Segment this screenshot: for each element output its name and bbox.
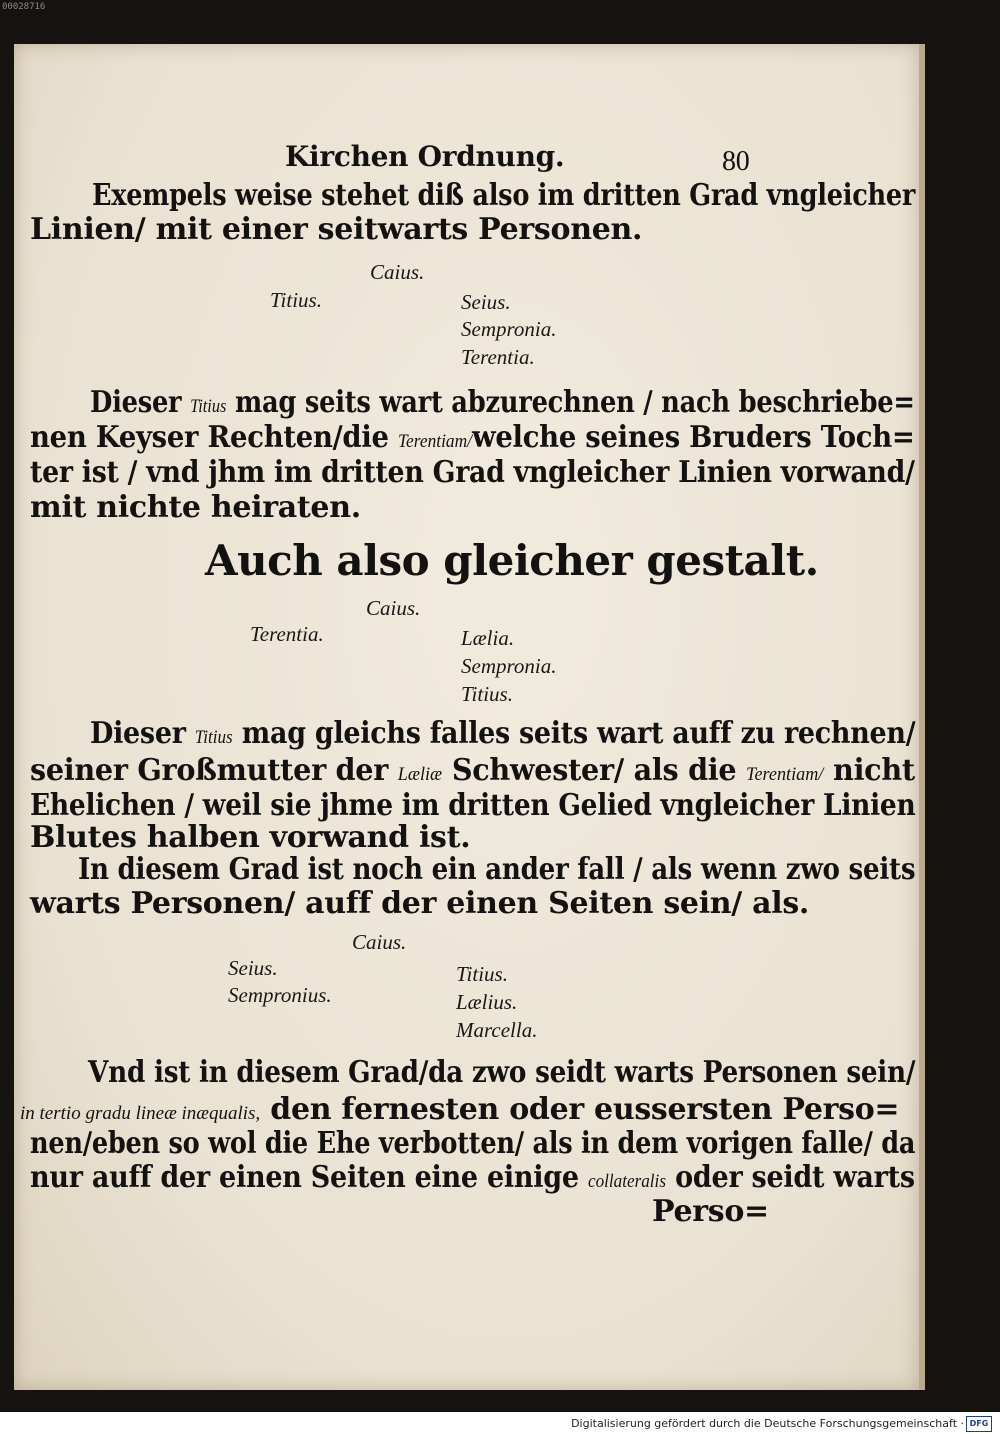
p4-line1: In diesem Grad ist noch ein ander fall / als wenn zwo seits: [78, 852, 916, 887]
running-title: Kirchen Ordnung.: [285, 140, 565, 173]
tree3-right1: Titius.: [456, 962, 508, 986]
tree2-right3: Titius.: [461, 682, 513, 706]
tree3-left2: Sempronius.: [228, 983, 332, 1007]
catchword: Perso=: [652, 1194, 769, 1229]
tree2-left: Terentia.: [250, 622, 324, 646]
p5-line2: in tertio gradu lineæ inæqualis, den fernesten oder eussersten Perso=: [20, 1092, 900, 1127]
dfg-logo: DFG: [966, 1416, 992, 1432]
p2-line4: mit nichte heiraten.: [30, 490, 361, 525]
p1-line1: Exempels weise stehet diß also im dritten Grad vngleicher: [92, 178, 916, 213]
tree1-left: Titius.: [270, 288, 322, 312]
tree2-right2: Sempronia.: [461, 654, 557, 678]
p3-line4: Blutes halben vorwand ist.: [30, 820, 471, 855]
tree1-right2: Sempronia.: [461, 317, 557, 341]
p2-line2: nen Keyser Rechten/die Terentiam/welche seines Bruders Toch=: [30, 420, 915, 455]
tree3-left1: Seius.: [228, 956, 278, 980]
section-title: Auch also gleicher gestalt.: [205, 536, 819, 585]
tree3-top: Caius.: [352, 930, 407, 954]
tree3-right2: Lælius.: [456, 990, 518, 1014]
p5-line1: Vnd ist in diesem Grad/da zwo seidt warts Personen sein/: [88, 1055, 916, 1090]
scan-id: 00028716: [2, 2, 46, 12]
p1-line2: Linien/ mit einer seitwarts Personen.: [30, 212, 643, 247]
p3-line1: Dieser Titius mag gleichs falles seits wart auff zu rechnen/: [90, 716, 916, 751]
p3-line3: Ehelichen / weil sie jhme im dritten Gelied vngleicher Linien: [30, 788, 916, 823]
p4-line2: warts Personen/ auff der einen Seiten sein/ als.: [30, 886, 810, 921]
footer-bar: [0, 1412, 1000, 1434]
p2-line3: ter ist / vnd jhm im dritten Grad vngleicher Linien vorwand/: [30, 455, 915, 490]
folio-number: 80: [722, 146, 750, 177]
page-edge: [919, 44, 925, 1390]
p2-line1: Dieser Titius mag seits wart abzurechnen / nach beschriebe=: [90, 385, 915, 420]
tree1-right1: Seius.: [461, 290, 511, 314]
footer-credit: Digitalisierung gefördert durch die Deutsche Forschungsgemeinschaft ·: [571, 1417, 964, 1430]
tree1-right3: Terentia.: [461, 345, 535, 369]
tree1-top: Caius.: [370, 260, 425, 284]
p5-line4: nur auff der einen Seiten eine einige collateralis oder seidt warts: [30, 1160, 915, 1195]
tree3-right3: Marcella.: [456, 1018, 538, 1042]
p5-line3: nen/eben so wol die Ehe verbotten/ als in dem vorigen falle/ da: [30, 1126, 916, 1161]
tree2-top: Caius.: [366, 596, 421, 620]
p3-line2: seiner Großmutter der Læliæ Schwester/ als die Terentiam/ nicht: [30, 753, 915, 788]
tree2-right1: Lælia.: [461, 626, 515, 650]
